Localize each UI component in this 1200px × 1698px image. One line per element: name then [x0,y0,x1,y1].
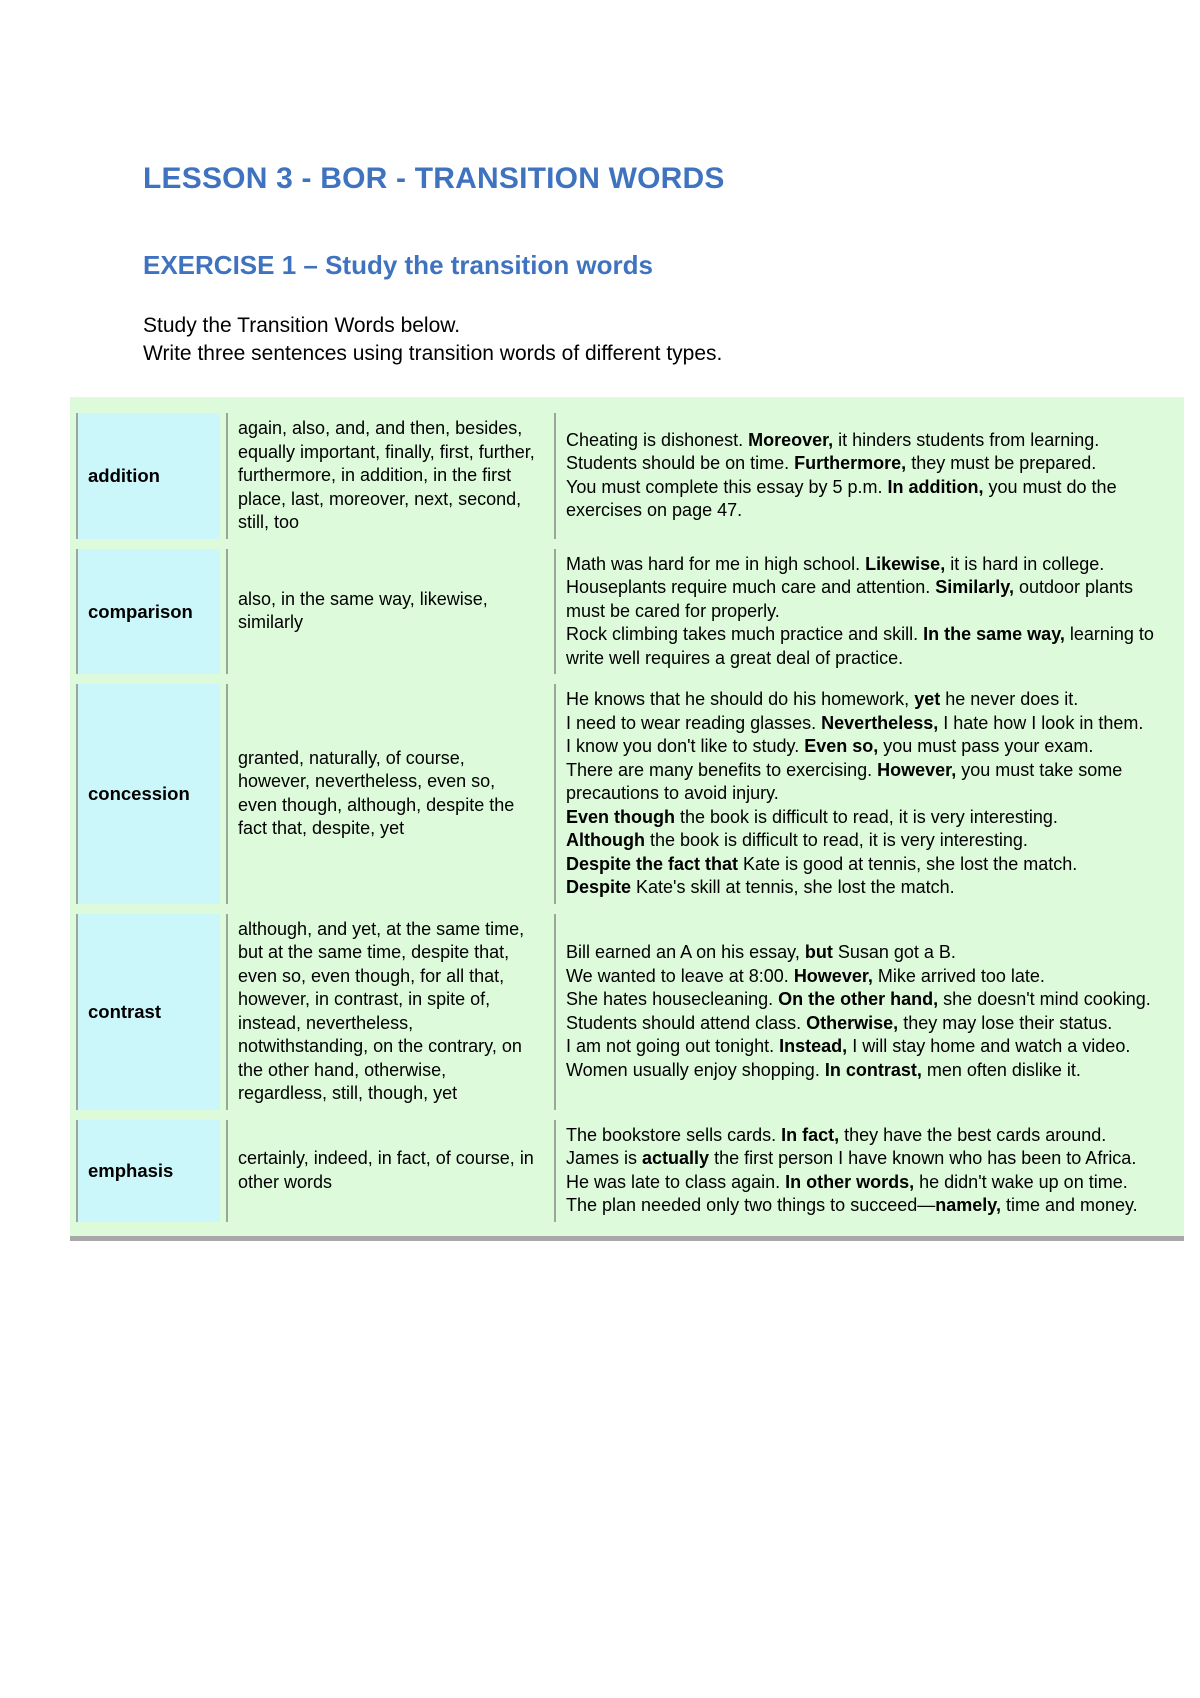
example-sentence [566,1035,1168,1059]
example-text: Bill earned an A on his essay, [566,942,805,962]
table-row [76,914,1178,1110]
example-sentence [566,988,1168,1012]
example-text: You must complete this essay by 5 p.m. [566,476,888,497]
example-sentence [566,1059,1168,1083]
example-sentence [566,876,1168,900]
example-text: it hinders students from learning. [833,429,1100,450]
example-text: Students should attend class. [566,1012,807,1033]
example-text: I know you don't like to study. [566,736,805,756]
example-sentence [566,965,1168,989]
example-text: the book is difficult to read, it is very interesting. [644,830,1028,850]
transition-word-highlight: Likewise, [865,553,946,574]
table-row [76,413,1178,539]
transition-word-highlight: Even though [566,806,675,827]
exercise-title: EXERCISE 1 – Study the transition words [143,250,653,280]
example-sentence [566,853,1168,877]
example-sentence [566,1171,1168,1195]
transition-word-highlight: In addition, [887,476,984,497]
example-text: He was late to class again. [566,1171,786,1192]
example-sentence [566,476,1168,523]
transition-type-cell: addition [76,413,220,539]
transition-word-highlight: Similarly, [935,577,1014,597]
example-text: We wanted to leave at 8:00. [566,965,794,986]
transition-type-cell: concession [76,684,220,904]
table-row [76,1120,1178,1222]
transition-words-cell: certainly, indeed, in fact, of course, in other words [226,1120,548,1222]
example-text: Susan got a B. [832,942,956,962]
example-text: she doesn't mind cooking. [938,989,1151,1009]
transition-word-highlight: Despite [566,877,632,897]
table-row [76,684,1178,904]
example-sentence [566,1147,1168,1171]
example-sentence [566,1194,1168,1218]
transition-word-highlight: yet [914,689,941,709]
transition-words-cell: also, in the same way, likewise, similarly [226,549,548,675]
example-sentence [566,688,1168,712]
example-text: the first person I have known who has been to Africa. [709,1148,1137,1168]
example-text: I will stay home and watch a video. [847,1036,1131,1056]
example-text: the book is difficult to read, it is very interesting. [675,806,1058,827]
example-text: you must take some precautions to avoid injury. [566,759,1123,803]
example-text: learning to write well requires a great deal of practice. [566,624,1154,668]
example-sentence [566,712,1168,736]
examples-cell [554,914,1178,1110]
example-text: Houseplants require much care and attention. [566,577,936,597]
example-text: Kate's skill at tennis, she lost the match. [631,877,955,897]
transition-word-highlight: In other words, [785,1171,915,1192]
example-text: men often dislike it. [921,1059,1081,1080]
examples-cell [554,684,1178,904]
transition-word-highlight: Otherwise, [806,1012,899,1033]
example-text: they must be prepared. [906,453,1097,474]
transition-word-highlight: Despite the fact that [566,853,739,874]
transition-word-highlight: However, [793,965,873,986]
example-text: Women usually enjoy shopping. [566,1059,825,1080]
example-sentence [566,806,1168,830]
example-sentence [566,452,1168,476]
example-sentence [566,1012,1168,1036]
transition-word-highlight: In contrast, [824,1059,922,1080]
example-sentence [566,623,1168,670]
example-text: There are many benefits to exercising. [566,759,878,780]
examples-cell [554,1120,1178,1222]
example-sentence [566,829,1168,853]
transition-word-highlight: Furthermore, [794,453,907,474]
transition-type-cell: comparison [76,549,220,675]
example-text: Cheating is dishonest. [566,429,749,450]
transition-type-cell: contrast [76,914,220,1110]
example-text: Kate is good at tennis, she lost the match. [738,853,1078,874]
transition-words-cell: granted, naturally, of course, however, nevertheless, even so, even though, although, despite the fact that, despite, yet [226,684,548,904]
transition-words-cell: again, also, and, and then, besides, equally important, finally, first, further, furthermore, in addition, in the first place, last, moreover, next, second, still, too [226,413,548,539]
example-text: Rock climbing takes much practice and skill. [566,624,924,644]
transition-words-cell: although, and yet, at the same time, but at the same time, despite that, even so, even though, for all that, however, in contrast, in spite of, instead, nevertheless, notwithstanding, on the contrary, on the other hand, otherwise, regardless, still, though, yet [226,914,548,1110]
examples-cell [554,549,1178,675]
transition-word-highlight: namely, [935,1195,1001,1215]
table-row [76,549,1178,675]
example-text: he didn't wake up on time. [914,1171,1128,1192]
example-text: I am not going out tonight. [566,1036,780,1056]
example-text: I need to wear reading glasses. [566,712,822,733]
transition-word-highlight: Instead, [779,1036,848,1056]
example-sentence [566,429,1168,453]
page-title: LESSON 3 - BOR - TRANSITION WORDS [143,162,725,195]
example-text: it is hard in college. [945,553,1105,574]
example-text: you must do the exercises on page 47. [566,476,1117,521]
example-text: James is [566,1148,643,1168]
transition-type-cell: emphasis [76,1120,220,1222]
transition-word-highlight: In the same way, [923,624,1065,644]
example-text: The bookstore sells cards. [566,1124,782,1145]
example-text: they have the best cards around. [839,1124,1107,1145]
transition-word-highlight: Nevertheless, [821,712,939,733]
example-sentence [566,553,1168,577]
example-sentence [566,941,1168,965]
example-text: Mike arrived too late. [872,965,1045,986]
examples-cell [554,413,1178,539]
example-text: time and money. [1000,1195,1138,1215]
example-text: She hates housecleaning. [566,989,779,1009]
example-text: Math was hard for me in high school. [566,553,866,574]
transition-word-highlight: actually [642,1148,710,1168]
transition-word-highlight: Even so, [804,736,879,756]
transition-word-highlight: In fact, [781,1124,840,1145]
example-text: He knows that he should do his homework, [566,689,915,709]
example-sentence [566,1124,1168,1148]
example-text: Students should be on time. [566,453,795,474]
example-text: he never does it. [940,689,1079,709]
instructions [143,312,722,368]
example-text: they may lose their status. [898,1012,1113,1033]
transition-word-highlight: Although [566,830,645,850]
transition-word-highlight: However, [877,759,957,780]
example-text: outdoor plants must be cared for properly. [566,577,1134,621]
transition-table-grid [70,403,1184,1232]
transition-word-highlight: Moreover, [748,429,834,450]
example-sentence [566,759,1168,806]
transition-words-table [70,397,1184,1241]
example-sentence [566,735,1168,759]
example-text: I hate how I look in them. [938,712,1144,733]
instruction-line: Study the Transition Words below. [143,314,461,337]
transition-word-highlight: On the other hand, [778,989,939,1009]
example-sentence [566,576,1168,623]
example-text: The plan needed only two things to succeed— [566,1195,936,1215]
instruction-line: Write three sentences using transition words of different types. [143,342,723,365]
transition-word-highlight: but [804,942,833,962]
example-text: you must pass your exam. [878,736,1094,756]
